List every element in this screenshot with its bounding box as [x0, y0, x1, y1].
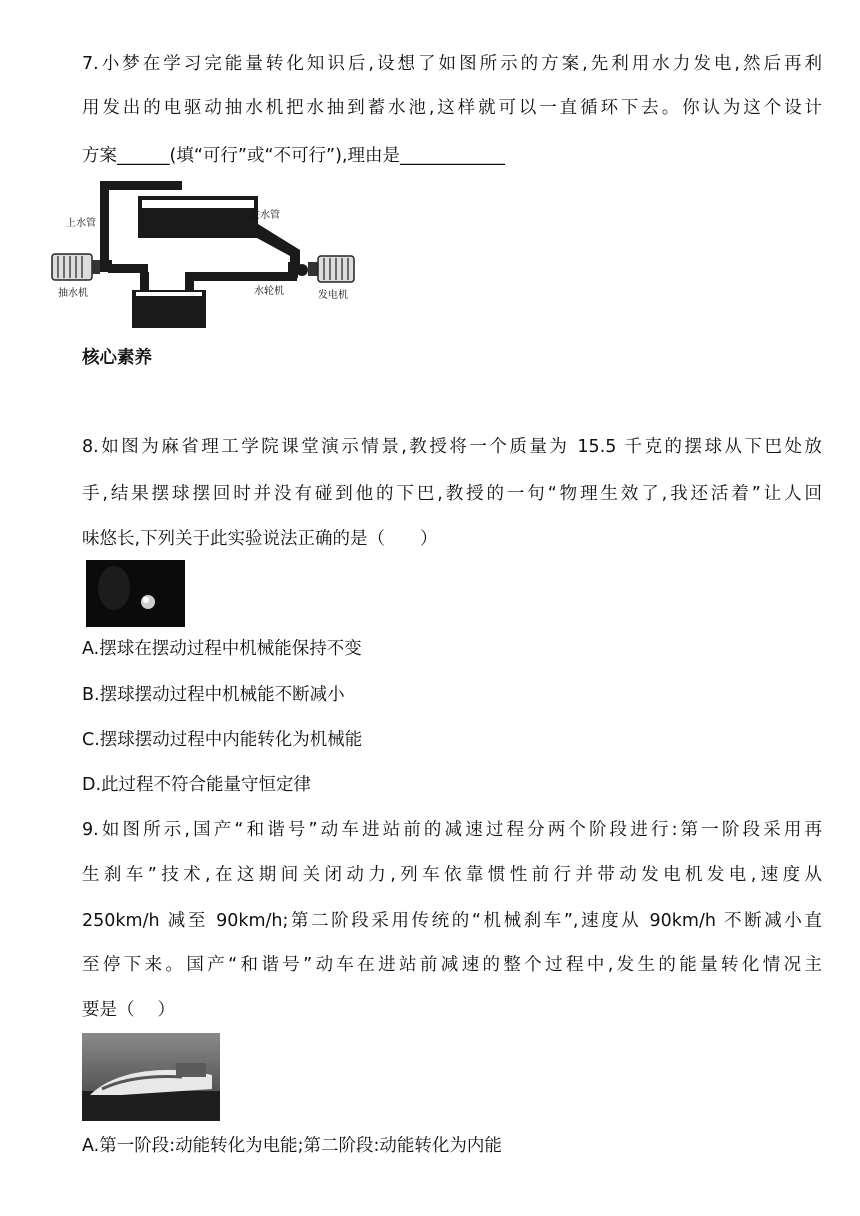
q8-option-d: D.此过程不符合能量守恒定律: [82, 775, 312, 795]
q9-line-4: 至停下来。国产“和谐号”动车在进站前减速的整个过程中,发生的能量转化情况主: [82, 955, 822, 975]
q9-line-1: 9.如图所示,国产“和谐号”动车进站前的减速过程分两个阶段进行:第一阶段采用再: [82, 820, 822, 840]
q8-option-c: C.摆球摆动过程中内能转化为机械能: [82, 730, 363, 750]
label-pump: 抽水机: [58, 288, 88, 299]
generator-motor: [308, 256, 354, 282]
turbine-wheel: [296, 264, 308, 276]
q8-option-a: A.摆球在摆动过程中机械能保持不变: [82, 639, 362, 659]
water-cycle-diagram: [40, 178, 360, 330]
pendulum-photo: [86, 560, 185, 627]
section-heading: 核心素养: [82, 348, 152, 368]
q9-line-3: 250km/h 减至 90km/h;第二阶段采用传统的“机械刹车”,速度从 90km/h 不断减小直: [82, 911, 822, 931]
q7-line-1: 7.小梦在学习完能量转化知识后,设想了如图所示的方案,先利用水力发电,然后再利: [82, 54, 822, 74]
q8-line-3: 味悠长,下列关于此实验说法正确的是（ ）: [82, 529, 438, 549]
train-photo: [82, 1033, 220, 1121]
label-turbine: 水轮机: [254, 286, 284, 297]
label-generator: 发电机: [318, 290, 348, 301]
q8-option-b: B.摆球摆动过程中机械能不断减小: [82, 685, 345, 705]
q7-line-2: 用发出的电驱动抽水机把水抽到蓄水池,这样就可以一直循环下去。你认为这个设计: [82, 98, 822, 118]
q9-option-a: A.第一阶段:动能转化为电能;第二阶段:动能转化为内能: [82, 1136, 502, 1156]
label-in-pipe: 进水管: [250, 210, 280, 221]
q9-line-5: 要是（ ）: [82, 1000, 176, 1020]
q8-line-2: 手,结果摆球摆回时并没有碰到他的下巴,教授的一句“物理生效了,我还活着”让人回: [82, 484, 822, 504]
label-up-pipe: 上水管: [66, 218, 96, 229]
q9-line-2: 生刹车”技术,在这期间关闭动力,列车依靠惯性前行并带动发电机发电,速度从: [82, 865, 822, 885]
q7-line-3: 方案______(填“可行”或“不可行”),理由是____________: [82, 146, 505, 166]
q8-line-1: 8.如图为麻省理工学院课堂演示情景,教授将一个质量为 15.5 千克的摆球从下巴处放: [82, 437, 822, 457]
pump-motor: [52, 254, 100, 280]
